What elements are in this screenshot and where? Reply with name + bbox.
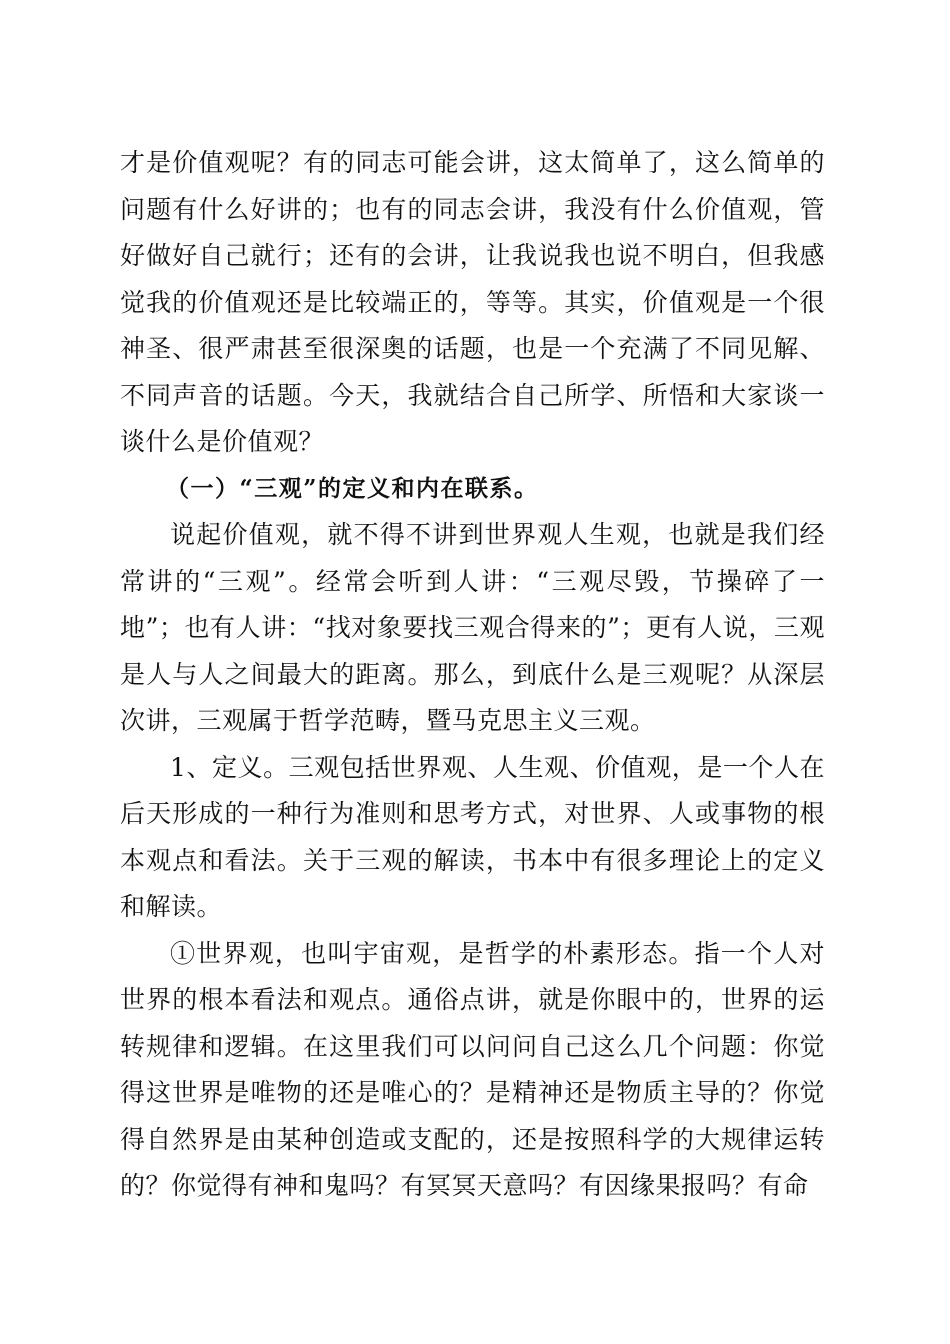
paragraph-three-views-intro: 说起价值观，就不得不讲到世界观人生观，也就是我们经常讲的“三观”。经常会听到人讲：“三观尽毁，节操碎了一地”；也有人讲：“找对象要找三观合得来的”；更有人说，三观是人与人之间最大的距离。那么，到底什么是三观呢？从深层次讲，三观属于哲学范畴，暨马克思主义三观。: [120, 520, 825, 735]
paragraph-continued: 才是价值观呢？有的同志可能会讲，这太简单了，这么简单的问题有什么好讲的；也有的同志会讲，我没有什么价值观，管好做好自己就行；还有的会讲，让我说我也说不明白，但我感觉我的价值观还是比较端正的，等等。其实，价值观是一个很神圣、很严肃甚至很深奥的话题，也是一个充满了不同见解、不同声音的话题。今天，我就结合自己所学、所悟和大家谈一谈什么是价值观？: [120, 148, 825, 456]
section-heading: （一）“三观”的定义和内在联系。: [166, 474, 539, 502]
paragraph-definition: 1、定义。三观包括世界观、人生观、价值观，是一个人在后天形成的一种行为准则和思考方式，对世界、人或事物的根本观点和看法。关于三观的解读，书本中有很多理论上的定义和解读。: [120, 752, 825, 921]
paragraph-worldview: ①世界观，也叫宇宙观，是哲学的朴素形态。指一个人对世界的根本看法和观点。通俗点讲，就是你眼中的，世界的运转规律和逻辑。在这里我们可以问问自己这么几个问题：你觉得这世界是唯物的还是唯心的？是精神还是物质主导的？你觉得自然界是由某种创造或支配的，还是按照科学的大规律运转的？你觉得有神和鬼吗？有冥冥天意吗？有因缘果报吗？有命: [120, 938, 825, 1200]
document-body: [120, 140, 825, 1210]
